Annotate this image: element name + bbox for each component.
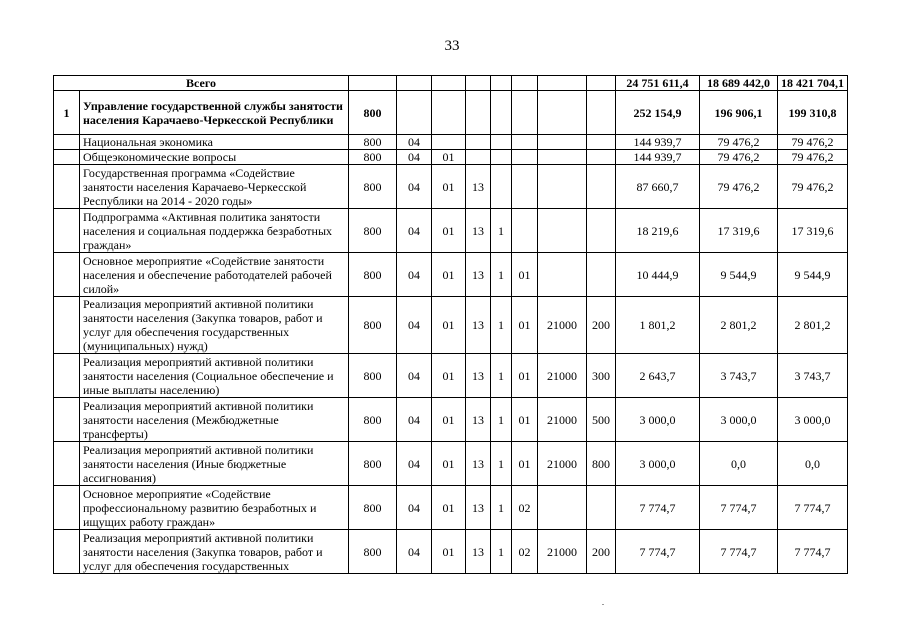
table-row xyxy=(54,91,848,135)
code-subsection: 01 xyxy=(432,398,466,442)
amount-year-3: 3 000,0 xyxy=(778,398,848,442)
amount-year-3: 199 310,8 xyxy=(778,91,848,135)
row-number xyxy=(54,354,80,398)
code-subprogram: 1 xyxy=(491,354,512,398)
code-section: 04 xyxy=(397,135,432,150)
amount-year-2: 2 801,2 xyxy=(700,297,778,354)
item-name: Основное мероприятие «Содействие занятости населения и обеспечение работодателей рабочей силой» xyxy=(80,253,349,297)
code-subprogram xyxy=(491,91,512,135)
code-direction: 21000 xyxy=(538,398,587,442)
code-subsection: 01 xyxy=(432,486,466,530)
code-subprogram: 1 xyxy=(491,442,512,486)
row-number xyxy=(54,530,80,574)
item-name: Реализация мероприятий активной политики занятости населения (Закупка товаров, работ и услуг для обеспечения государственных xyxy=(80,530,349,574)
total-year-3: 18 421 704,1 xyxy=(778,76,848,91)
code-section: 04 xyxy=(397,209,432,253)
item-name: Подпрограмма «Активная политика занятости населения и социальная поддержка безработных граждан» xyxy=(80,209,349,253)
total-row xyxy=(54,76,848,91)
code-section: 04 xyxy=(397,165,432,209)
code-subprogram xyxy=(491,150,512,165)
code-measure: 01 xyxy=(512,354,538,398)
code-ministry: 800 xyxy=(349,297,397,354)
code-subsection xyxy=(432,135,466,150)
code-subsection: 01 xyxy=(432,297,466,354)
row-number xyxy=(54,398,80,442)
item-name: Реализация мероприятий активной политики занятости населения (Закупка товаров, работ и услуг для обеспечения государственных (муниципальных) нужд) xyxy=(80,297,349,354)
amount-year-3: 79 476,2 xyxy=(778,135,848,150)
code-direction xyxy=(538,486,587,530)
amount-year-2: 196 906,1 xyxy=(700,91,778,135)
amount-year-3: 7 774,7 xyxy=(778,486,848,530)
code-subsection: 01 xyxy=(432,150,466,165)
amount-year-1: 252 154,9 xyxy=(616,91,700,135)
code-section xyxy=(397,91,432,135)
amount-year-2: 7 774,7 xyxy=(700,486,778,530)
item-name: Общеэкономические вопросы xyxy=(80,150,349,165)
code-program: 13 xyxy=(466,486,491,530)
row-number xyxy=(54,150,80,165)
code-direction xyxy=(538,91,587,135)
table-row xyxy=(54,150,848,165)
table-row xyxy=(54,354,848,398)
code-direction xyxy=(538,253,587,297)
code-program xyxy=(466,150,491,165)
row-number xyxy=(54,165,80,209)
code-measure: 01 xyxy=(512,398,538,442)
code-measure xyxy=(512,165,538,209)
row-number xyxy=(54,297,80,354)
code-direction: 21000 xyxy=(538,297,587,354)
item-name: Национальная экономика xyxy=(80,135,349,150)
item-name: Государственная программа «Содействие занятости населения Карачаево-Черкесской Республики на 2014 - 2020 годы» xyxy=(80,165,349,209)
amount-year-2: 3 743,7 xyxy=(700,354,778,398)
amount-year-1: 144 939,7 xyxy=(616,150,700,165)
amount-year-3: 0,0 xyxy=(778,442,848,486)
code-expense-type: 200 xyxy=(587,530,616,574)
amount-year-1: 144 939,7 xyxy=(616,135,700,150)
amount-year-1: 10 444,9 xyxy=(616,253,700,297)
item-name: Основное мероприятие «Содействие профессиональному развитию безработных и ищущих работу граждан» xyxy=(80,486,349,530)
code-direction: 21000 xyxy=(538,354,587,398)
item-name: Управление государственной службы занятости населения Карачаево-Черкесской Республики xyxy=(80,91,349,135)
code-subprogram: 1 xyxy=(491,398,512,442)
code-ministry: 800 xyxy=(349,165,397,209)
row-number xyxy=(54,442,80,486)
table-row xyxy=(54,165,848,209)
code-program: 13 xyxy=(466,398,491,442)
code-subsection xyxy=(432,91,466,135)
code-subprogram xyxy=(491,135,512,150)
table-row xyxy=(54,486,848,530)
scan-speck xyxy=(602,604,604,605)
amount-year-1: 3 000,0 xyxy=(616,398,700,442)
amount-year-2: 79 476,2 xyxy=(700,135,778,150)
code-ministry: 800 xyxy=(349,354,397,398)
code-subsection: 01 xyxy=(432,354,466,398)
amount-year-1: 87 660,7 xyxy=(616,165,700,209)
code-subsection: 01 xyxy=(432,442,466,486)
amount-year-2: 7 774,7 xyxy=(700,530,778,574)
code-measure: 01 xyxy=(512,297,538,354)
code-program: 13 xyxy=(466,530,491,574)
code-ministry: 800 xyxy=(349,486,397,530)
code-expense-type xyxy=(587,486,616,530)
table-row xyxy=(54,135,848,150)
code-section: 04 xyxy=(397,442,432,486)
code-expense-type xyxy=(587,135,616,150)
row-number: 1 xyxy=(54,91,80,135)
code-subprogram: 1 xyxy=(491,297,512,354)
code-expense-type xyxy=(587,165,616,209)
row-number xyxy=(54,135,80,150)
code-program: 13 xyxy=(466,165,491,209)
amount-year-3: 3 743,7 xyxy=(778,354,848,398)
table-row xyxy=(54,297,848,354)
code-expense-type: 200 xyxy=(587,297,616,354)
row-number xyxy=(54,209,80,253)
row-number xyxy=(54,486,80,530)
total-year-2: 18 689 442,0 xyxy=(700,76,778,91)
code-expense-type xyxy=(587,209,616,253)
code-section: 04 xyxy=(397,253,432,297)
amount-year-1: 7 774,7 xyxy=(616,486,700,530)
code-measure xyxy=(512,150,538,165)
amount-year-1: 7 774,7 xyxy=(616,530,700,574)
code-program: 13 xyxy=(466,354,491,398)
table-row xyxy=(54,209,848,253)
amount-year-3: 79 476,2 xyxy=(778,150,848,165)
amount-year-3: 17 319,6 xyxy=(778,209,848,253)
code-direction: 21000 xyxy=(538,530,587,574)
code-expense-type: 500 xyxy=(587,398,616,442)
code-direction xyxy=(538,209,587,253)
table-row xyxy=(54,253,848,297)
total-year-1: 24 751 611,4 xyxy=(616,76,700,91)
code-section: 04 xyxy=(397,486,432,530)
item-name: Реализация мероприятий активной политики занятости населения (Социальное обеспечение и иные выплаты населению) xyxy=(80,354,349,398)
code-expense-type: 800 xyxy=(587,442,616,486)
amount-year-2: 3 000,0 xyxy=(700,398,778,442)
code-section: 04 xyxy=(397,530,432,574)
code-program: 13 xyxy=(466,253,491,297)
table-row xyxy=(54,530,848,574)
code-subsection: 01 xyxy=(432,165,466,209)
amount-year-1: 3 000,0 xyxy=(616,442,700,486)
code-expense-type xyxy=(587,253,616,297)
code-measure: 01 xyxy=(512,253,538,297)
amount-year-2: 79 476,2 xyxy=(700,165,778,209)
amount-year-3: 7 774,7 xyxy=(778,530,848,574)
code-subprogram: 1 xyxy=(491,209,512,253)
code-measure xyxy=(512,135,538,150)
code-subsection: 01 xyxy=(432,530,466,574)
amount-year-3: 79 476,2 xyxy=(778,165,848,209)
code-ministry: 800 xyxy=(349,150,397,165)
code-subsection: 01 xyxy=(432,209,466,253)
page-number: 33 xyxy=(444,38,460,54)
code-program xyxy=(466,91,491,135)
amount-year-2: 17 319,6 xyxy=(700,209,778,253)
amount-year-3: 2 801,2 xyxy=(778,297,848,354)
total-label: Всего xyxy=(54,76,349,91)
code-direction: 21000 xyxy=(538,442,587,486)
code-section: 04 xyxy=(397,398,432,442)
code-subprogram: 1 xyxy=(491,253,512,297)
code-ministry: 800 xyxy=(349,209,397,253)
code-subprogram: 1 xyxy=(491,486,512,530)
code-direction xyxy=(538,165,587,209)
amount-year-3: 9 544,9 xyxy=(778,253,848,297)
amount-year-2: 0,0 xyxy=(700,442,778,486)
item-name: Реализация мероприятий активной политики занятости населения (Иные бюджетные ассигнования) xyxy=(80,442,349,486)
code-expense-type: 300 xyxy=(587,354,616,398)
code-program xyxy=(466,135,491,150)
code-program: 13 xyxy=(466,442,491,486)
code-measure xyxy=(512,91,538,135)
code-ministry: 800 xyxy=(349,135,397,150)
amount-year-1: 2 643,7 xyxy=(616,354,700,398)
code-measure: 02 xyxy=(512,530,538,574)
code-expense-type xyxy=(587,150,616,165)
code-ministry: 800 xyxy=(349,530,397,574)
budget-table xyxy=(53,75,848,574)
code-section: 04 xyxy=(397,354,432,398)
code-ministry: 800 xyxy=(349,442,397,486)
code-direction xyxy=(538,150,587,165)
code-measure: 02 xyxy=(512,486,538,530)
code-section: 04 xyxy=(397,297,432,354)
amount-year-2: 9 544,9 xyxy=(700,253,778,297)
table-row xyxy=(54,398,848,442)
item-name: Реализация мероприятий активной политики занятости населения (Межбюджетные трансферты) xyxy=(80,398,349,442)
row-number xyxy=(54,253,80,297)
amount-year-1: 18 219,6 xyxy=(616,209,700,253)
code-measure: 01 xyxy=(512,442,538,486)
code-program: 13 xyxy=(466,297,491,354)
code-ministry: 800 xyxy=(349,253,397,297)
code-expense-type xyxy=(587,91,616,135)
code-program: 13 xyxy=(466,209,491,253)
code-ministry: 800 xyxy=(349,91,397,135)
code-subprogram: 1 xyxy=(491,530,512,574)
code-section: 04 xyxy=(397,150,432,165)
amount-year-2: 79 476,2 xyxy=(700,150,778,165)
code-measure xyxy=(512,209,538,253)
amount-year-1: 1 801,2 xyxy=(616,297,700,354)
code-subprogram xyxy=(491,165,512,209)
code-direction xyxy=(538,135,587,150)
code-subsection: 01 xyxy=(432,253,466,297)
code-ministry: 800 xyxy=(349,398,397,442)
table-row xyxy=(54,442,848,486)
